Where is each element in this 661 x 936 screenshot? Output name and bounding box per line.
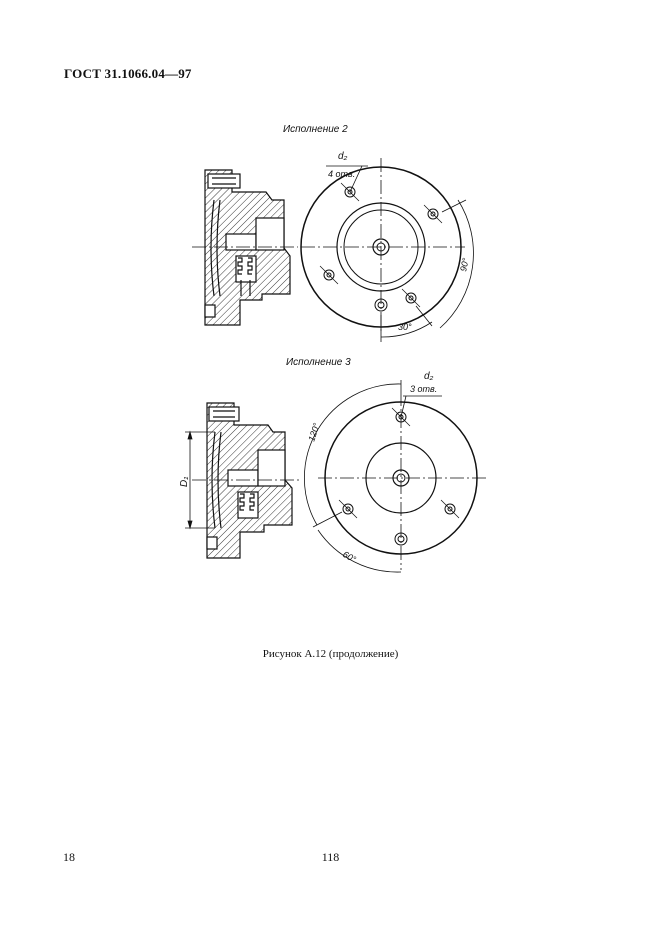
standard-code: ГОСТ 31.1066.04—97 — [64, 66, 192, 81]
figure-caption: Рисунок А.12 (продолжение) — [262, 648, 399, 660]
page-number-center: 118 — [321, 850, 340, 864]
variant-3-diameter-label: D₁ — [179, 476, 190, 487]
variant-3-hole-count: 3 отв. — [410, 384, 438, 394]
variant-3-hole-label: d₂ — [424, 371, 434, 382]
variant-3-angle-60: 60° — [341, 549, 358, 565]
variant-2-angle-90: 90° — [458, 257, 471, 273]
variant-2-hole-label: d₂ — [338, 151, 348, 162]
variant-2-angle-30: 30° — [398, 322, 412, 332]
variant-3-dimension-lines — [304, 380, 486, 572]
variant-2-section-view — [205, 170, 290, 325]
page-number-left: 18 — [63, 850, 75, 864]
variant-3-title: Исполнение 3 — [286, 357, 351, 368]
variant-2-hole-count: 4 отв. — [328, 169, 356, 179]
variant-3-angle-120: 120° — [306, 421, 322, 443]
variant-3-section-view — [207, 403, 292, 558]
variant-2-title: Исполнение 2 — [283, 124, 348, 135]
variant-3-mounting-holes — [339, 408, 459, 545]
variant-2-dimension-lines — [301, 158, 473, 342]
